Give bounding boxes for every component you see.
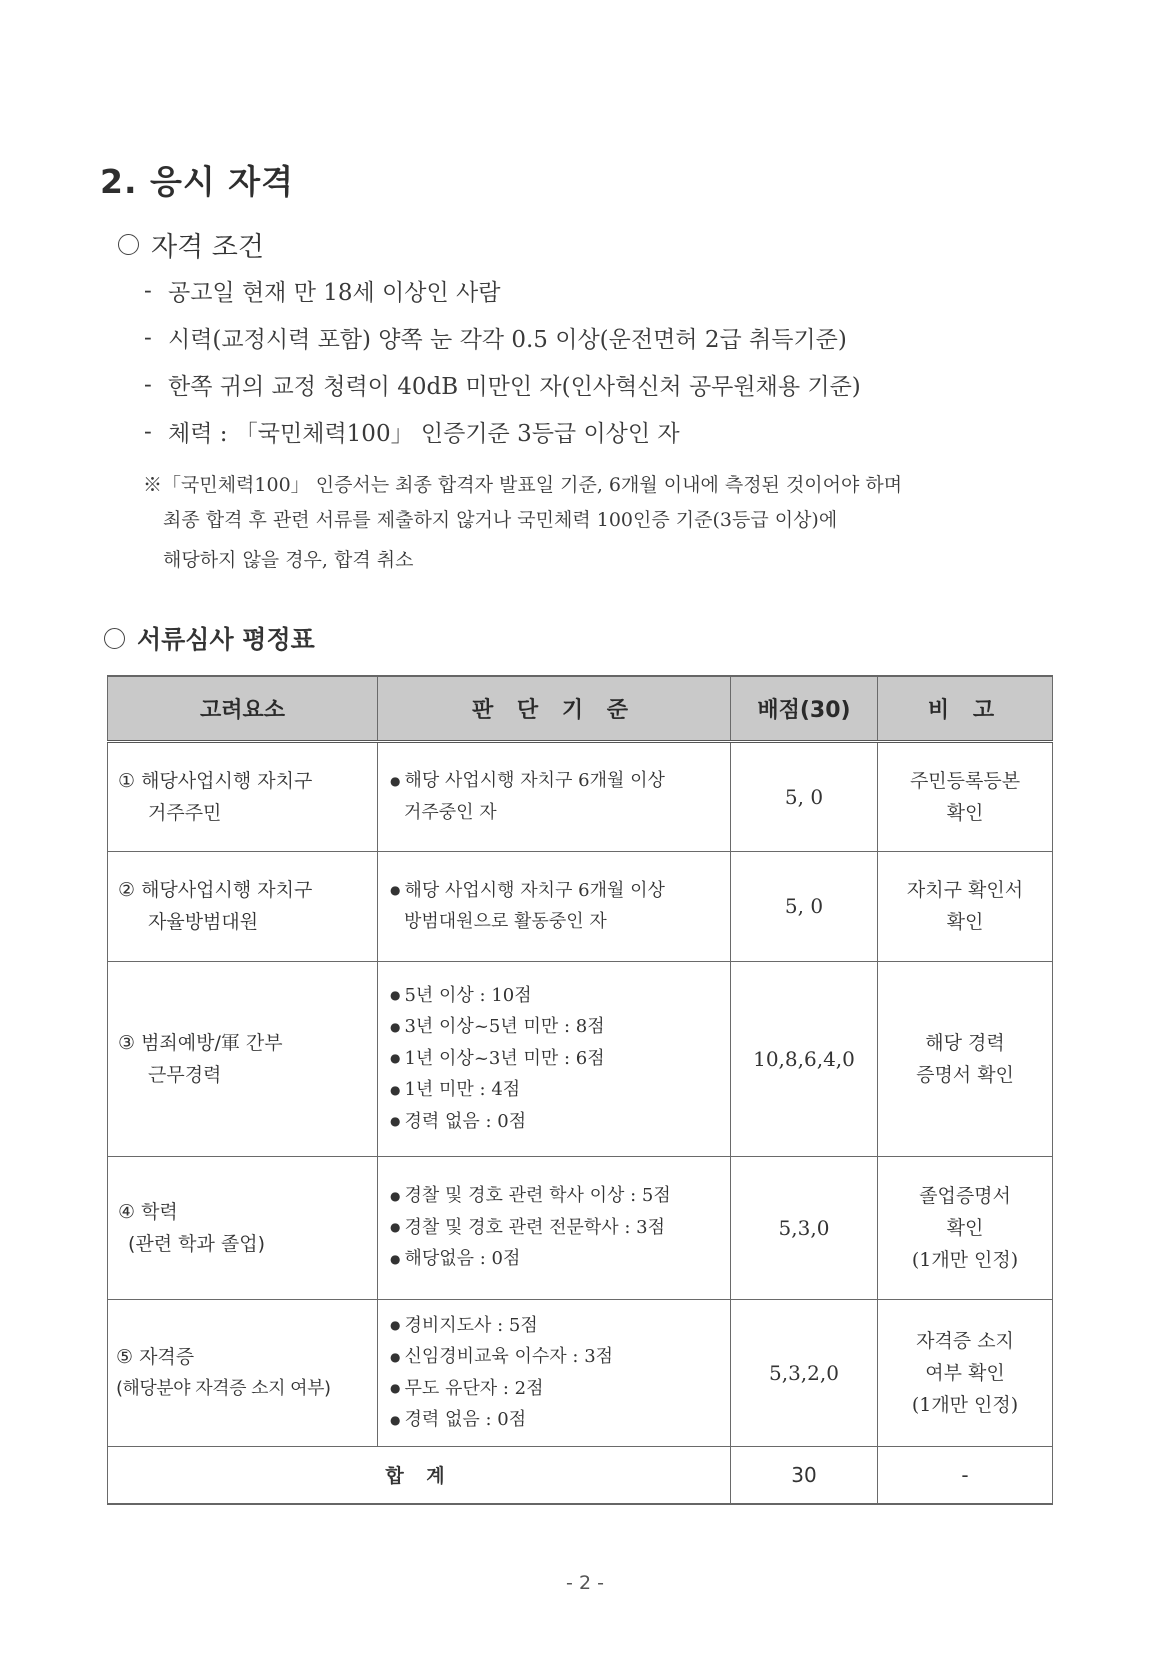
bullet-icon: ● [390,773,401,788]
page-number: - 2 - [566,1572,604,1594]
criteria-text: 경찰 및 경호 관련 학사 이상 : 5점 [404,1185,671,1207]
criteria-cell [378,961,731,1156]
qualifications-heading [118,225,264,264]
criteria-text: 5년 이상 : 10점 [404,984,532,1006]
remark-line: 해당 경력 [925,1031,1005,1054]
bullet-icon: ● [390,1220,401,1235]
circle-bullet-icon [104,628,125,649]
qualification-item [144,274,500,307]
column-header-score: 배점(30) [731,676,878,741]
table-row [108,961,1053,1156]
remark-line: 주민등록등본 [909,769,1021,792]
remark-cell [878,741,1053,851]
remark-cell [878,851,1053,961]
evaluation-heading-text: 서류심사 평정표 [137,625,315,654]
bullet-icon: ● [390,883,401,898]
criteria-text: 경력 없음 : 0점 [404,1110,527,1132]
factor-cell [108,741,378,851]
criteria-item [390,1243,730,1275]
qualification-item-text: 공고일 현재 만 18세 이상인 사람 [168,280,501,306]
criteria-item [390,797,730,828]
criteria-text: 경찰 및 경호 관련 전문학사 : 3점 [404,1216,665,1238]
criteria-text: 해당없음 : 0점 [404,1248,521,1270]
remark-line: (1개만 인정) [911,1393,1019,1416]
factor-line: ④ 학력 [118,1200,178,1223]
factor-cell [108,851,378,961]
criteria-item [390,906,730,937]
criteria-item [390,1373,730,1405]
factor-line: 근무경력 [148,1063,222,1086]
criteria-text: 1년 미만 : 4점 [404,1079,521,1101]
total-label: 합 계 [108,1446,731,1504]
remark-line: 확인 [946,911,984,933]
qualification-item-text: 시력(교정시력 포함) 양쪽 눈 각각 0.5 이상(운전면허 2급 취득기준) [168,327,847,353]
criteria-text: 3년 이상~5년 미만 : 8점 [404,1016,605,1038]
criteria-item [390,1011,730,1043]
criteria-text: 해당 사업시행 자치구 6개월 이상 [404,879,665,901]
criteria-item [390,765,730,797]
bullet-icon: ● [390,1251,401,1266]
remark-line: (1개만 인정) [911,1248,1019,1271]
remark-line: 자치구 확인서 [906,879,1024,901]
criteria-cell [378,741,731,851]
circle-bullet-icon [118,234,139,255]
criteria-item [390,1404,730,1436]
criteria-text: 신임경비교육 이수자 : 3점 [404,1346,614,1367]
criteria-item [390,1310,730,1342]
score-cell: 5,3,0 [731,1156,878,1299]
criteria-cell [378,1156,731,1299]
evaluation-heading [104,620,315,656]
factor-cell [108,1299,378,1446]
total-score: 30 [731,1446,878,1504]
column-header-criteria: 판 단 기 준 [378,676,731,741]
criteria-text: 해당 사업시행 자치구 6개월 이상 [404,770,665,792]
criteria-item [390,1043,730,1075]
criteria-item [390,980,730,1012]
criteria-item [390,1341,730,1373]
remark-cell [878,1156,1053,1299]
criteria-text: 경력 없음 : 0점 [404,1409,527,1430]
column-header-remark: 비 고 [878,676,1053,741]
criteria-item [390,1212,730,1244]
evaluation-table [107,675,1053,1505]
table-row [108,741,1053,851]
score-cell: 5, 0 [731,851,878,961]
remark-line: 졸업증명서 [919,1184,1011,1207]
remark-line: 여부 확인 [925,1361,1005,1384]
note-line: 해당하지 않을 경우, 합격 취소 [163,549,414,571]
table-row [108,851,1053,961]
remark-line: 확인 [946,1216,984,1239]
bullet-icon: ● [390,1051,401,1066]
bullet-icon: ● [390,1349,401,1364]
qualification-item [144,415,680,448]
criteria-cell [378,851,731,961]
criteria-text: 방범대원으로 활동중인 자 [404,911,607,933]
criteria-item [390,1180,730,1212]
criteria-text: 무도 유단자 : 2점 [404,1377,544,1399]
score-cell: 5,3,2,0 [731,1299,878,1446]
factor-line: ② 해당사업시행 자치구 [118,879,313,901]
criteria-cell [378,1299,731,1446]
score-cell: 10,8,6,4,0 [731,961,878,1156]
qualification-item-text: 한쪽 귀의 교정 청력이 40dB 미만인 자(인사혁신처 공무원채용 기준) [168,374,861,400]
bullet-icon: ● [390,1318,401,1332]
bullet-icon: ● [390,988,401,1003]
criteria-text: 경비지도사 : 5점 [404,1314,538,1336]
qualification-item [144,368,861,401]
total-row [108,1446,1053,1504]
note-line: 최종 합격 후 관련 서류를 제출하지 않거나 국민체력 100인증 기준(3등급 이상)에 [163,509,838,531]
bullet-icon: ● [390,1019,401,1034]
dash-icon: - [144,277,152,304]
factor-line: ③ 범죄예방/軍 간부 [118,1031,283,1054]
remark-line: 자격증 소지 [916,1329,1014,1352]
dash-icon: - [144,418,152,445]
bullet-icon: ● [390,1412,401,1427]
criteria-text: 1년 이상~3년 미만 : 6점 [404,1047,605,1069]
table-header-row [108,676,1053,741]
criteria-item [390,1074,730,1106]
factor-line: 자율방범대원 [148,911,259,933]
qualification-item [144,321,847,354]
bullet-icon: ● [390,1381,401,1395]
note-line: ※「국민체력100」 인증서는 최종 합격자 발표일 기준, 6개월 이내에 측정된 것이어야 하며 [143,474,903,496]
remark-line: 증명서 확인 [916,1063,1014,1086]
column-header-factor: 고려요소 [108,676,378,741]
bullet-icon: ● [390,1082,401,1097]
factor-cell [108,1156,378,1299]
table-row [108,1156,1053,1299]
bullet-icon: ● [390,1114,401,1129]
criteria-item [390,1106,730,1138]
score-cell: 5, 0 [731,741,878,851]
factor-line: ⑤ 자격증 [116,1345,195,1368]
remark-cell [878,1299,1053,1446]
factor-cell [108,961,378,1156]
qualification-item-text: 체력 : 「국민체력100」 인증기준 3등급 이상인 자 [168,421,680,447]
table-row [108,1299,1053,1446]
factor-line: (관련 학과 졸업) [128,1232,266,1255]
criteria-text: 거주중인 자 [404,801,497,823]
dash-icon: - [144,371,152,398]
factor-line: 거주주민 [148,801,222,824]
factor-line: ① 해당사업시행 자치구 [118,769,313,792]
factor-line: (해당분야 자격증 소지 여부) [116,1377,331,1399]
total-remark: - [878,1446,1053,1504]
section-title: 2. 응시 자격 [100,162,294,201]
criteria-item [390,875,730,907]
remark-line: 확인 [946,801,984,824]
dash-icon: - [144,324,152,351]
bullet-icon: ● [390,1188,401,1203]
qualifications-heading-text: 자격 조건 [151,232,264,263]
remark-cell [878,961,1053,1156]
